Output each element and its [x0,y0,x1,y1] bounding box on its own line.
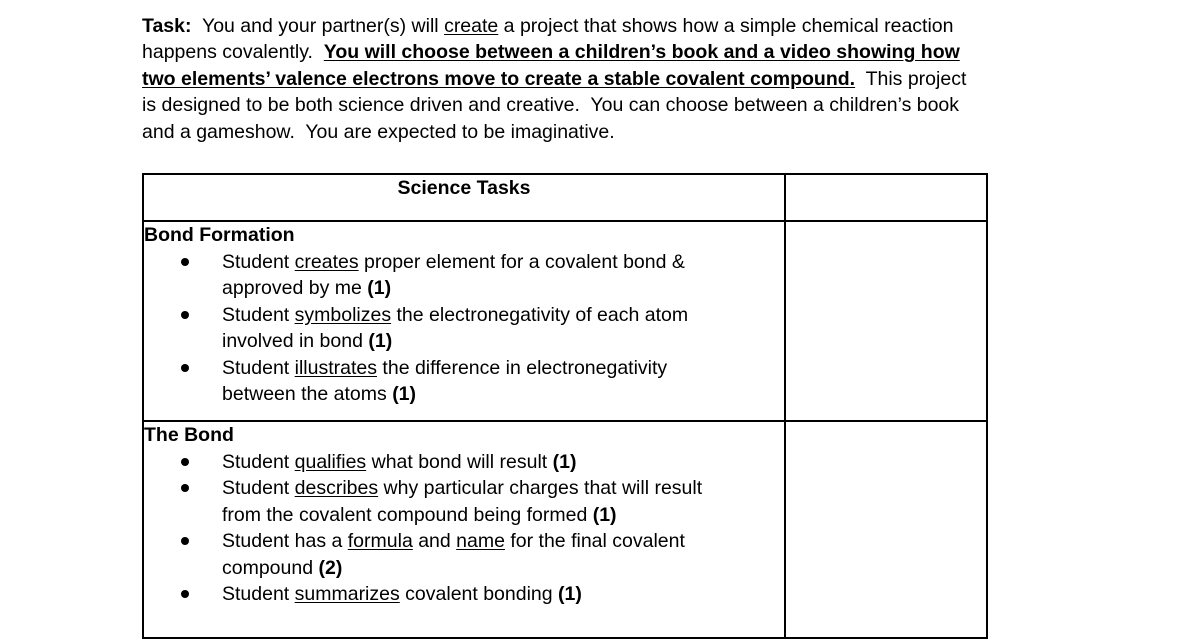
bullet-list [144,249,784,408]
bullet-list [144,449,784,608]
science-tasks-header-cell: Science Tasks [143,174,785,221]
score-cell-the-bond [785,421,987,638]
table-row-the-bond [143,421,987,638]
score-cell-bond-formation [785,221,987,421]
score-column-header-cell [785,174,987,221]
task-paragraph: Task: You and your partner(s) will create a project that shows how a simple chemical reaction happens covalently. You will choose between a children’s book and a video showing how two elements’ valence electrons move to create a stable covalent compound. This project is designed to be both science driven and creative. You can choose between a children’s book and a gameshow. You are expected to be imaginative. [142,15,967,143]
list-item: Student describes why particular charges that will result from the covalent compound being formed (1) [144,475,784,528]
table-header-row [143,174,987,221]
row-title-the-bond: The Bond [144,424,234,446]
rubric-table [142,173,988,639]
row-title-bond-formation: Bond Formation [144,224,295,246]
list-item: Student summarizes covalent bonding (1) [144,581,784,608]
the-bond-cell [143,421,785,638]
list-item: Student creates proper element for a covalent bond & approved by me (1) [144,249,784,302]
list-item: Student illustrates the difference in electronegativity between the atoms (1) [144,355,784,408]
list-item: Student symbolizes the electronegativity of each atom involved in bond (1) [144,302,784,355]
list-item: Student has a formula and name for the final covalent compound (2) [144,528,784,581]
list-item: Student qualifies what bond will result (1) [144,449,784,476]
table-row-bond-formation [143,221,987,421]
bond-formation-cell [143,221,785,421]
